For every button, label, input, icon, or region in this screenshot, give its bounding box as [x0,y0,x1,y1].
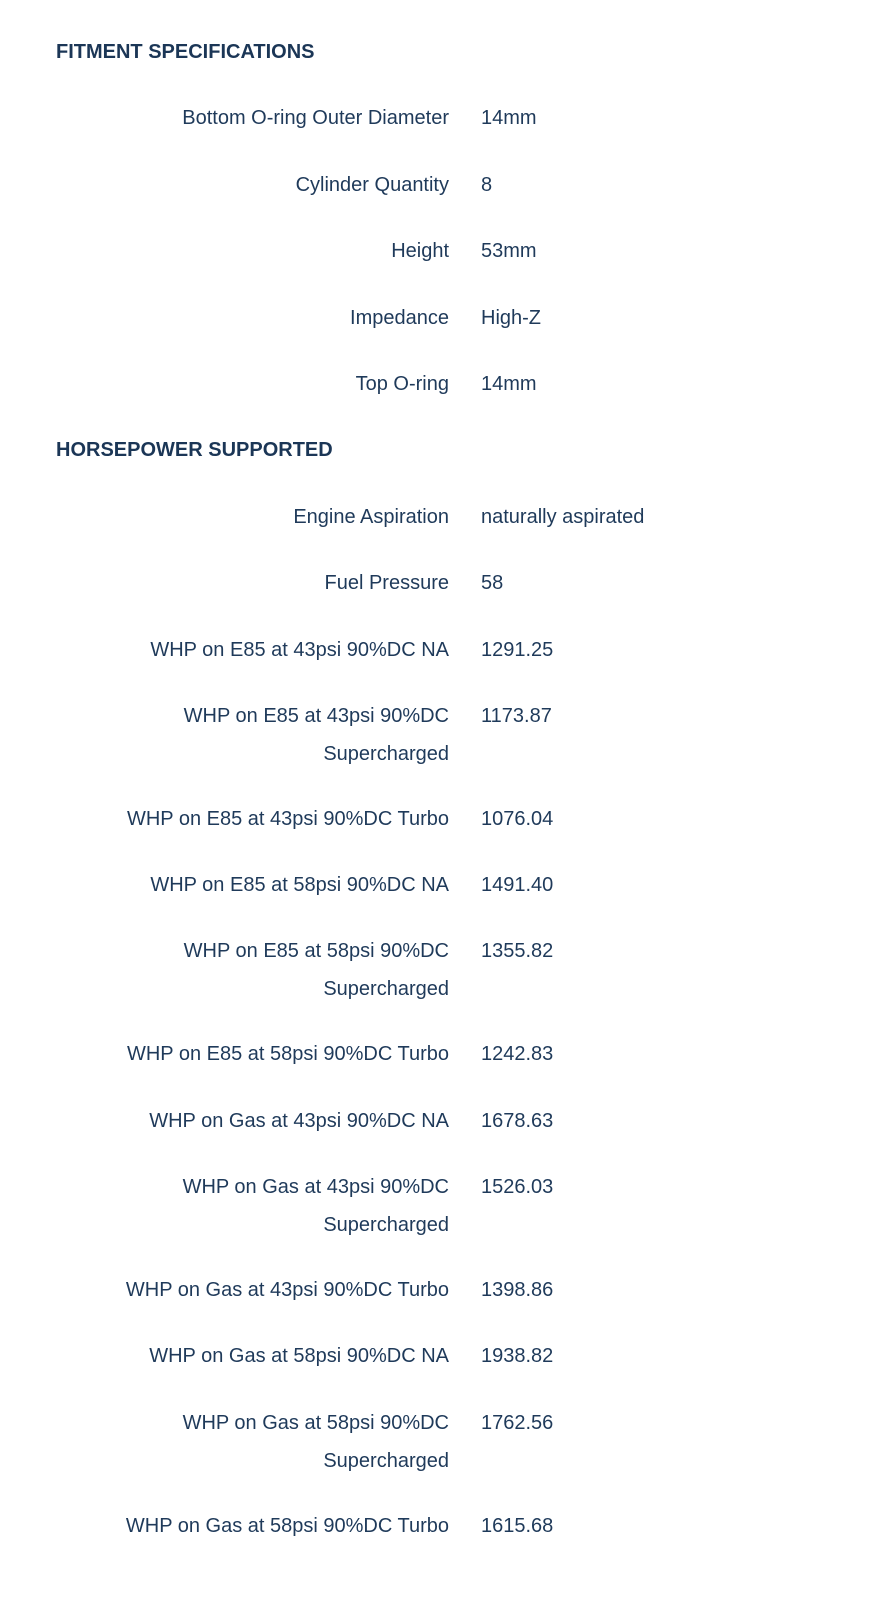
spec-value: 1678.63 [481,1110,554,1132]
spec-row [56,232,537,270]
spec-value: 1491.40 [481,874,554,896]
spec-label: Engine Aspiration [293,506,449,528]
section-title-fitment: FITMENT SPECIFICATIONS [56,41,315,63]
spec-value: naturally aspirated [481,506,645,528]
spec-value: 8 [481,174,493,196]
spec-label: WHP on Gas at 43psi 90%DC Turbo [125,1279,449,1301]
spec-row [56,1404,554,1480]
spec-row [56,800,554,838]
spec-row [56,631,554,669]
section-title-horsepower: HORSEPOWER SUPPORTED [56,439,333,461]
spec-value: 1938.82 [481,1345,554,1367]
spec-row [56,498,645,536]
spec-row [56,564,504,602]
spec-label: Bottom O-ring Outer Diameter [182,107,449,129]
spec-row [56,1507,554,1545]
spec-label: Fuel Pressure [324,572,449,594]
spec-label: WHP on E85 at 58psi 90%DC Supercharged [183,940,449,1000]
spec-value: High-Z [481,307,542,329]
spec-label: Top O-ring [355,373,449,395]
spec-label: WHP on Gas at 58psi 90%DC Turbo [125,1515,449,1537]
spec-row [56,1102,554,1140]
spec-value: 1398.86 [481,1279,554,1301]
spec-value: 58 [481,572,504,594]
spec-label: WHP on Gas at 58psi 90%DC NA [149,1345,449,1367]
spec-label: WHP on E85 at 58psi 90%DC NA [150,874,449,896]
spec-row [56,1168,554,1244]
spec-value: 14mm [481,107,537,129]
spec-label: WHP on E85 at 58psi 90%DC Turbo [126,1043,449,1065]
spec-value: 1173.87 [481,705,552,727]
spec-value: 1355.82 [481,940,554,962]
spec-label: Impedance [350,307,449,329]
spec-value: 1242.83 [481,1043,554,1065]
spec-row [56,866,554,904]
spec-label: WHP on Gas at 43psi 90%DC NA [149,1110,449,1132]
spec-value: 1526.03 [481,1176,554,1198]
spec-row [56,299,542,337]
spec-row [56,1035,554,1073]
spec-value: 1291.25 [481,639,554,661]
spec-label: WHP on E85 at 43psi 90%DC Supercharged [183,705,449,765]
spec-label: WHP on E85 at 43psi 90%DC NA [150,639,449,661]
spec-label: Height [391,240,449,262]
spec-value: 14mm [481,373,537,395]
spec-label: WHP on Gas at 58psi 90%DC Supercharged [182,1412,449,1472]
spec-row [56,166,493,204]
spec-row [56,365,537,403]
spec-value: 53mm [481,240,537,262]
spec-row [56,1337,554,1375]
spec-value: 1615.68 [481,1515,554,1537]
spec-value: 1762.56 [481,1412,554,1434]
spec-row [56,99,537,137]
spec-row [56,697,552,773]
spec-label: Cylinder Quantity [295,174,449,196]
spec-value: 1076.04 [481,808,554,830]
spec-row [56,1271,554,1309]
spec-row [56,932,554,1008]
spec-label: WHP on Gas at 43psi 90%DC Supercharged [182,1176,449,1236]
spec-label: WHP on E85 at 43psi 90%DC Turbo [126,808,449,830]
